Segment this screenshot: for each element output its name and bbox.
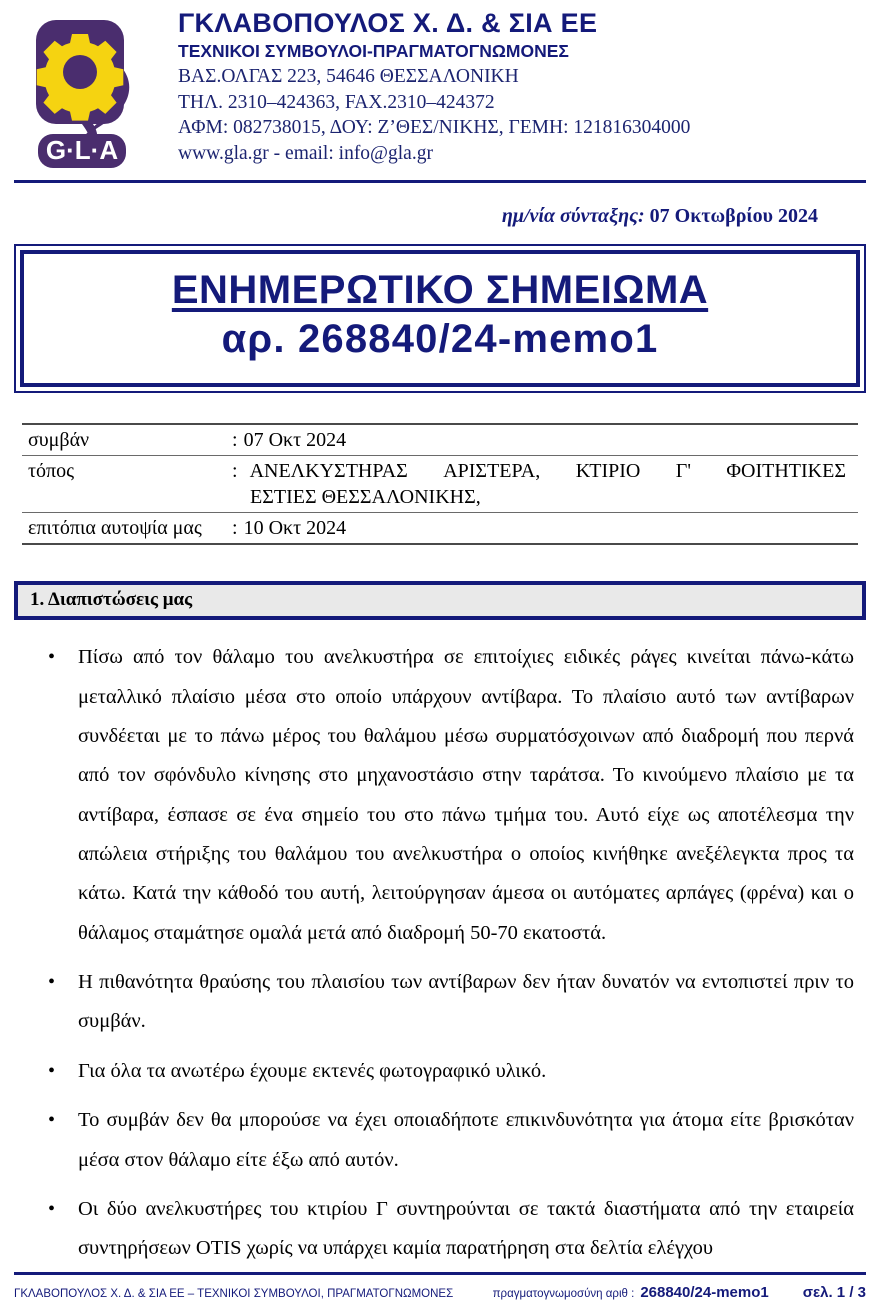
document-title [34,268,846,312]
document-title-text: ΕΝΗΜΕΡΩΤΙΚΟ ΣΗΜΕΙΩΜΑ [171,268,709,312]
section-heading-findings: 1. Διαπιστώσεις μας [14,581,866,620]
page-footer [14,1272,866,1301]
company-web-email: www.gla.gr - email: info@gla.gr [178,143,433,165]
footer-reference-label: πραγματογνωμοσύνη αριθ : [492,1288,635,1300]
company-tax-info: ΑΦΜ: 082738015, ΔΟΥ: Ζ’ΘΕΣ/ΝΙΚΗΣ, ΓΕΜΗ: 121816304000 [178,117,691,139]
footer-page-number: σελ. 1 / 3 [802,1284,866,1301]
footer-content [14,1284,866,1301]
footer-divider [14,1272,866,1275]
logo-badge-text: G·L·A [45,135,119,165]
meta-value-location-line1 [232,458,846,484]
list-item: • Το συμβάν δεν θα μπορούσε να έχει οποιαδήποτε επικινδυνότητα για άτομα είτε βρισκόταν μέσα στον θάλαμο είτε έξω από αυτόν. [48,1101,854,1180]
document-title-box-inner [20,250,860,387]
composition-date-label: ημ/νία σύνταξης: [501,205,645,227]
meta-colon: : [232,429,238,452]
company-address: ΒΑΣ.ΟΛΓΑΣ 223, 54646 ΘΕΣΣΑΛΟΝΙΚΗ [178,65,519,87]
company-name: ΓΚΛΑΒΟΠΟΥΛΟΣ Χ. Δ. & ΣΙΑ ΕΕ [178,8,598,38]
document-title-box [14,244,866,393]
footer-company: ΓΚΛΑΒΟΠΟΥΛΟΣ Χ. Δ. & ΣΙΑ ΕΕ – ΤΕΧΝΙΚΟΙ ΣΥΜΒΟΥΛΟΙ, ΠΡΑΓΜΑΤΟΓΝΩΜΟΝΕΣ [14,1288,454,1300]
list-item: • Για όλα τα ανωτέρω έχουμε εκτενές φωτογραφικό υλικό. [48,1052,854,1091]
meta-colon: : [232,460,238,483]
document-reference-number: αρ. 268840/24-memo1 [221,317,659,361]
meta-value-incident-text: 07 Οκτ 2024 [243,429,347,452]
findings-list [14,638,866,1268]
table-row [22,456,858,513]
meta-value-incident [232,425,858,455]
table-row [22,513,858,543]
meta-value-inspection [232,513,858,543]
meta-value-location-line2: ΕΣΤΙΕΣ ΘΕΣΣΑΛΟΝΙΚΗΣ, [250,486,481,509]
meta-label-incident: συμβάν [28,429,90,452]
metadata-table [22,423,858,545]
gla-logo-icon [28,14,150,172]
list-item: • Η πιθανότητα θραύσης του πλαισίου των αντίβαρων δεν ήταν δυνατόν να εντοπιστεί πριν το συμβάν. [48,963,854,1042]
composition-date [14,205,866,228]
meta-value-inspection-text: 10 Οκτ 2024 [243,517,347,540]
list-item: • Οι δύο ανελκυστήρες του κτιρίου Γ συντηρούνται σε τακτά διαστήματα από την εταιρεία συντηρήσεων OTIS χωρίς να υπάρχει καμία παρατήρηση στα δελτία ελέγχου [48,1190,854,1269]
company-subtitle: ΤΕΧΝΙΚΟΙ ΣΥΜΒΟΥΛΟΙ-ΠΡΑΓΜΑΤΟΓΝΩΜΟΝΕΣ [178,41,569,62]
logo-container [14,6,164,172]
meta-colon: : [232,517,238,540]
table-row [22,425,858,456]
company-phone-fax: ΤΗΛ. 2310–424363, FAX.2310–424372 [178,91,495,113]
footer-reference-number: 268840/24-memo1 [640,1284,769,1301]
header-divider [14,180,866,183]
meta-label-inspection: επιτόπια αυτοψία μας [28,517,202,540]
meta-label-location: τόπος [28,460,75,483]
list-item: • Πίσω από τον θάλαμο του ανελκυστήρα σε επιτοίχιες ειδικές ράγες κινείται πάνω-κάτω μεταλλικό πλαίσιο μέσα στο οποίο υπάρχουν αντίβαρα. Το πλαίσιο αυτό των αντίβαρων συνδέεται με το πάνω μέρος του θαλάμου μέσω συρματόσχοινων από διαδρομή που περνά από τον σφόνδυλο κίνησης στο μηχανοστάσιο στην ταράτσα. Το κινούμενο πλαίσιο με τα αντίβαρα, έσπασε σε ένα σημείο του στο πάνω τμήμα του. Αυτό είχε ως αποτέλεσμα την απώλεια στήριξης του θαλάμου του ανελκυστήρα ο οποίος κινήθηκε ανεξέλεγκτα προς τα κάτω. Κατά την κάθοδό του αυτή, λειτούργησαν άμεσα οι αυτόματες αρπάγες (φρένα) και ο θάλαμος σταμάτησε ομαλά μετά από διαδρομή 50-70 εκατοστά. [48,638,854,953]
meta-value-location-text: ΑΝΕΛΚΥΣΤΗΡΑΣ ΑΡΙΣΤΕΡΑ, ΚΤΙΡΙΟ Γ' ΦΟΙΤΗΤΙΚΕΣ [249,460,846,483]
letterhead-text [164,6,866,167]
meta-value-location [232,456,858,512]
letterhead [14,0,866,172]
composition-date-value: 07 Οκτωβρίου 2024 [649,205,818,227]
